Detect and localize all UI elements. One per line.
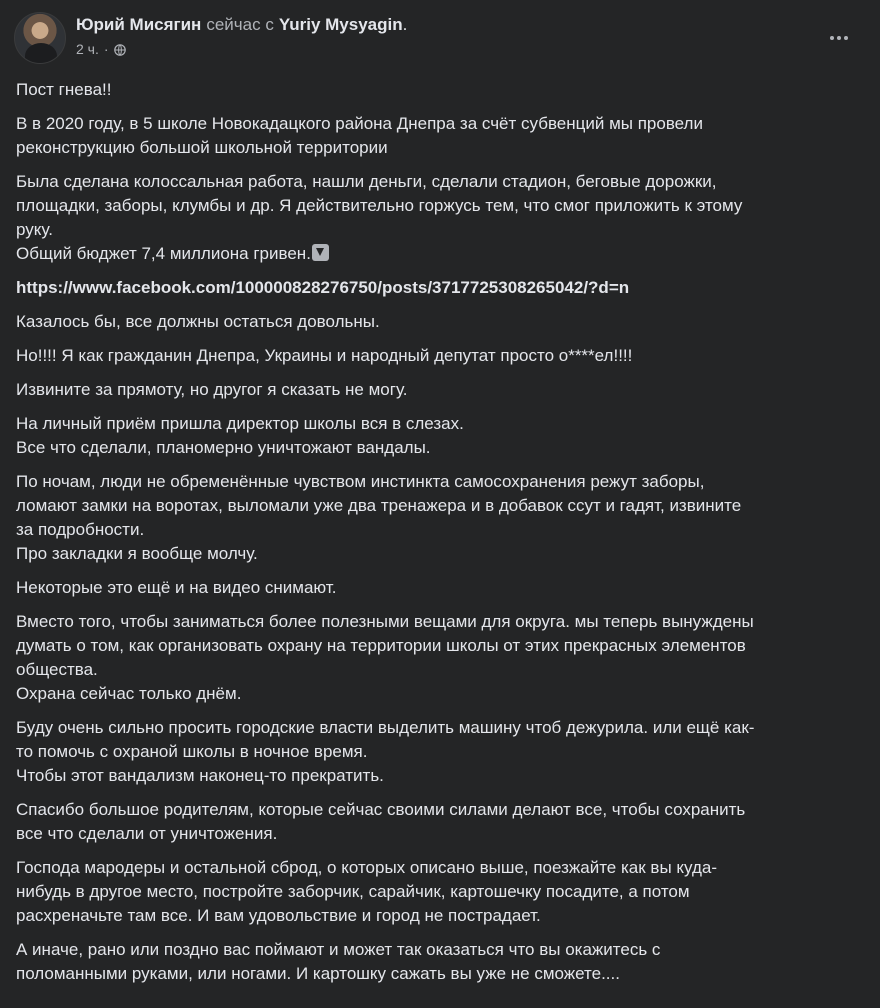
globe-icon[interactable] — [114, 43, 126, 55]
post-paragraph — [16, 78, 868, 102]
post-text-line: Все что сделали, планомерно уничтожают вандалы. — [16, 438, 431, 457]
author-name[interactable]: Юрий Мисягин — [76, 15, 202, 34]
post-text-line: Буду очень сильно просить городские власти выделить машину чтоб дежурила. или ещё как- — [16, 718, 755, 737]
post-paragraph — [16, 378, 868, 402]
post-text-line: Пост гнева!! — [16, 80, 112, 99]
post-paragraph — [16, 242, 868, 266]
post-text-line: Господа мародеры и остальной сброд, о которых описано выше, поезжайте как вы куда- — [16, 858, 717, 877]
post-paragraph — [16, 716, 868, 788]
post-text-line: нибудь в другое место, постройте заборчик, сарайчик, картошечку посадите, а потом — [16, 882, 690, 901]
post-text-line: то помочь с охраной школы в ночное время. — [16, 742, 368, 761]
post-paragraph — [16, 112, 868, 160]
post-text-line: Но!!!! Я как гражданин Днепра, Украины и народный депутат просто о****ел!!!! — [16, 346, 633, 365]
post-text-line: за подробности. — [16, 520, 145, 539]
post-text-line: Спасибо большое родителям, которые сейчас своими силами делают все, чтобы сохранить — [16, 800, 746, 819]
post-time[interactable]: 2 ч. — [76, 41, 99, 57]
post-paragraph — [16, 938, 868, 986]
post-text-line: руку. — [16, 220, 53, 239]
post-paragraph — [16, 610, 868, 706]
post-paragraph — [16, 576, 868, 600]
post-text-line: общества. — [16, 660, 98, 679]
tag-period: . — [402, 15, 408, 34]
post-text-line: площадки, заборы, клумбы и др. Я действительно горжусь тем, что смог приложить к этому — [16, 196, 743, 215]
post-text-line: ломают замки на воротах, выломали уже два тренажера и в добавок ссут и гадят, извините — [16, 496, 742, 515]
post-text-line: А иначе, рано или поздно вас поймают и может так оказаться что вы окажитесь с — [16, 940, 661, 959]
post-paragraph — [16, 310, 868, 334]
post-text-line: думать о том, как организовать охрану на территории школы от этих прекрасных элементов — [16, 636, 746, 655]
post-text-line: все что сделали от уничтожения. — [16, 824, 278, 843]
tagged-user[interactable]: Yuriy Mysyagin — [278, 15, 403, 34]
post-body — [16, 78, 868, 986]
post-text-line: реконструкцию большой школьной территории — [16, 138, 388, 157]
post-text-line: Извините за прямоту, но другог я сказать не могу. — [16, 380, 408, 399]
post-text-line: Про закладки я вообще молчу. — [16, 544, 258, 563]
with-text: сейчас с — [206, 15, 274, 34]
post-text-line: Вместо того, чтобы заниматься более полезными вещами для округа. мы теперь вынуждены — [16, 612, 754, 631]
post-paragraph — [16, 276, 868, 300]
post-meta — [76, 12, 407, 66]
post-text-line: Некоторые это ещё и на видео снимают. — [16, 578, 337, 597]
more-options-icon[interactable] — [824, 28, 854, 48]
post-text-line: По ночам, люди не обременённые чувством инстинкта самосохранения режут заборы, — [16, 472, 705, 491]
post-text-line: расхреначьте там все. И вам удовольствие и город не пострадает. — [16, 906, 541, 925]
post-text-line: Казалось бы, все должны остаться довольны. — [16, 312, 380, 331]
post-paragraph — [16, 344, 868, 368]
post-text-line: Чтобы этот вандализм наконец-то прекратить. — [16, 766, 384, 785]
author-line — [76, 14, 407, 36]
post-paragraph — [16, 856, 868, 928]
post-text-line: Охрана сейчас только днём. — [16, 684, 242, 703]
post-paragraph — [16, 798, 868, 846]
post-paragraph — [16, 470, 868, 566]
post-subline — [76, 41, 407, 57]
author-avatar[interactable] — [14, 12, 66, 64]
post-link[interactable]: https://www.facebook.com/100000828276750/posts/3717725308265042/?d=n — [16, 278, 630, 297]
post-paragraph — [16, 412, 868, 460]
post-text-line: В в 2020 году, в 5 школе Новокадацкого района Днепра за счёт субвенций мы провели — [16, 114, 703, 133]
post-text-line: поломанными руками, или ногами. И картошку сажать вы уже не сможете.... — [16, 964, 620, 983]
post-text-line: Общий бюджет 7,4 миллиона гривен. — [16, 244, 311, 263]
post-text-line: На личный приём пришла директор школы вся в слезах. — [16, 414, 464, 433]
post-text-line: Была сделана колоссальная работа, нашли деньги, сделали стадион, беговые дорожки, — [16, 172, 717, 191]
meta-separator: · — [103, 41, 109, 57]
post-paragraph — [16, 170, 868, 242]
post-header — [14, 12, 407, 66]
down-arrow-emoji-icon — [312, 244, 329, 261]
